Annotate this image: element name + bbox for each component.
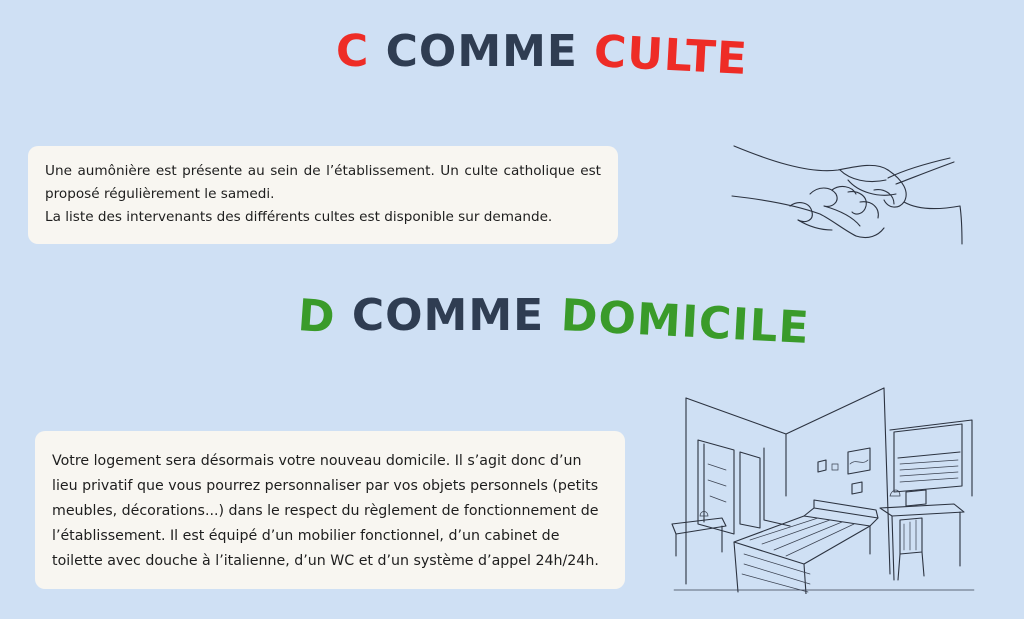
heading-letter-d: D (296, 290, 338, 344)
domicile-text-card (35, 431, 625, 589)
culte-paragraph-1: Une aumônière est présente au sein de l’établissement. Un culte catholique est proposé régulièrement le samedi. (45, 163, 601, 202)
culte-paragraph-2: La liste des intervenants des différents cultes est disponible sur demande. (45, 209, 553, 225)
heading-comme-2: COMME (351, 290, 545, 341)
heading-letter-c: C (335, 25, 370, 78)
section-c-heading (335, 25, 750, 86)
bedroom-illustration (664, 384, 982, 594)
domicile-paragraph: Votre logement sera désormais votre nouveau domicile. Il s’agit donc d’un lieu privatif que vous pourrez personnaliser par vos objets personnels (petits meubles, décorations...) dans le respect du règlement de fonctionnement de l’établissement. Il est équipé d’un mobilier fonctionnel, d’un cabinet de toilette avec douche à l’italienne, d’un WC et d’un système d’appel 24h/24h. (52, 453, 599, 569)
heading-word-culte: CULTE (592, 26, 750, 86)
holding-hands-illustration (728, 140, 966, 248)
heading-comme: COMME (385, 26, 578, 77)
heading-word-domicile: DOMICILE (559, 290, 811, 354)
culte-text-card (28, 146, 618, 244)
section-d-heading (296, 290, 811, 354)
